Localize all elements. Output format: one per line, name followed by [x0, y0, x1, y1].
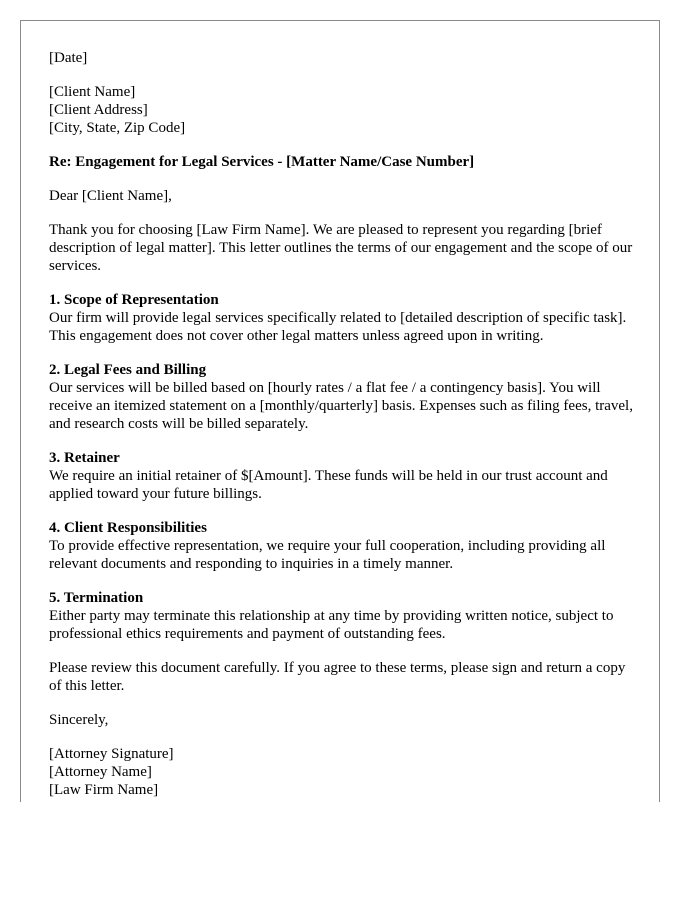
section-heading: 2. Legal Fees and Billing	[49, 362, 207, 378]
letter-page	[20, 20, 660, 802]
section-heading: 4. Client Responsibilities	[49, 520, 207, 536]
section-termination	[49, 589, 639, 643]
client-name: [Client Name]	[49, 84, 136, 100]
attorney-signature: [Attorney Signature]	[49, 746, 174, 762]
section-body: Either party may terminate this relationship at any time by providing written notice, subject to professional ethics requirements and payment of outstanding fees.	[49, 608, 614, 642]
closing-request: Please review this document carefully. If you agree to these terms, please sign and return a copy of this letter.	[49, 660, 626, 694]
section-retainer	[49, 449, 639, 503]
valediction: Sincerely,	[49, 712, 109, 728]
salutation: Dear [Client Name],	[49, 188, 172, 204]
section-heading: 5. Termination	[49, 590, 144, 606]
section-body: To provide effective representation, we require your full cooperation, including providing all relevant documents and responding to inquiries in a timely manner.	[49, 538, 606, 572]
section-fees	[49, 361, 639, 433]
section-body: We require an initial retainer of $[Amount]. These funds will be held in our trust account and applied toward your future billings.	[49, 468, 608, 502]
section-body: Our services will be billed based on [hourly rates / a flat fee / a contingency basis]. You will receive an itemized statement on a [monthly/quarterly] basis. Expenses such as filing fees, travel, and research costs will be billed separately.	[49, 380, 633, 432]
section-heading: 1. Scope of Representation	[49, 292, 219, 308]
attorney-name: [Attorney Name]	[49, 764, 152, 780]
section-body: Our firm will provide legal services specifically related to [detailed description of specific task]. This engagement does not cover other legal matters unless agreed upon in writing.	[49, 310, 627, 344]
intro-paragraph: Thank you for choosing [Law Firm Name]. We are pleased to represent you regarding [brief description of legal matter]. This letter outlines the terms of our engagement and the scope of our services.	[49, 222, 633, 274]
letter-content	[49, 49, 639, 815]
subject-line: Re: Engagement for Legal Services - [Matter Name/Case Number]	[49, 154, 475, 170]
signature-block	[49, 745, 639, 799]
law-firm-name: [Law Firm Name]	[49, 782, 159, 798]
section-client-responsibilities	[49, 519, 639, 573]
client-address-block	[49, 83, 639, 137]
letter-date: [Date]	[49, 50, 88, 66]
section-heading: 3. Retainer	[49, 450, 120, 466]
client-city-state-zip: [City, State, Zip Code]	[49, 120, 186, 136]
section-scope	[49, 291, 639, 345]
client-address: [Client Address]	[49, 102, 148, 118]
